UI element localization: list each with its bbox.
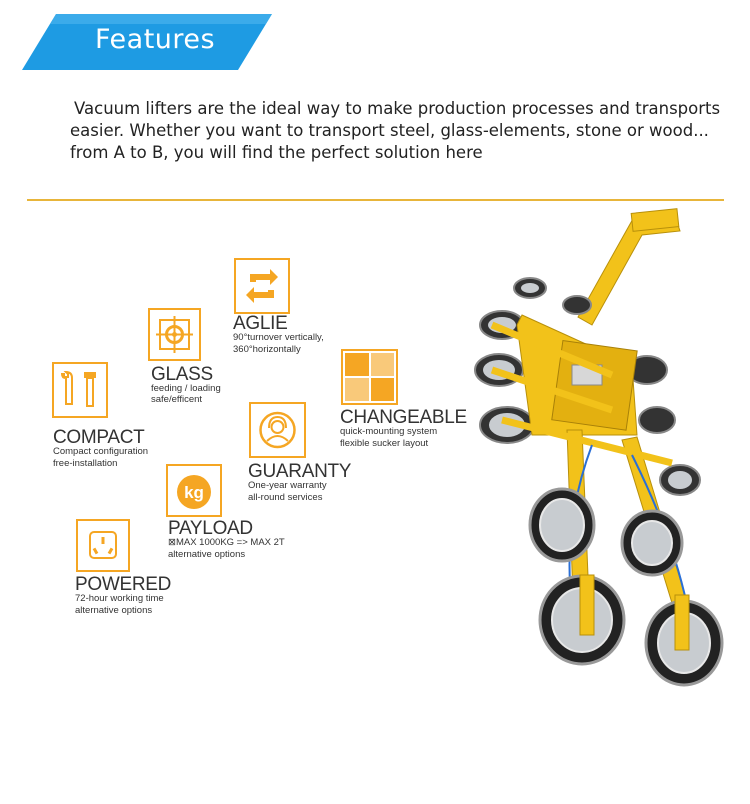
feature-title-compact: COMPACT: [53, 427, 145, 448]
power-socket-icon: [76, 519, 130, 572]
feature-desc-changeable-1: quick-mounting system: [340, 426, 438, 437]
feature-desc-compact-2: free-installation: [53, 458, 118, 469]
features-banner: [22, 14, 272, 70]
feature-title-payload: PAYLOAD: [168, 518, 253, 539]
feature-title-glass: GLASS: [151, 364, 213, 385]
feature-desc-glass-2: safe/efficent: [151, 394, 203, 405]
feature-desc-changeable-2: flexible sucker layout: [340, 438, 429, 449]
feature-title-changeable: CHANGEABLE: [340, 407, 467, 428]
kg-icon-text: kg: [184, 483, 204, 502]
feature-desc-compact-1: Compact configuration: [53, 446, 149, 457]
feature-desc-powered-2: alternative options: [75, 605, 153, 616]
vacuum-lifter-image: [462, 205, 747, 695]
intro-line-2: easier. Whether you want to transport steel, glass-elements, stone or wood...: [70, 121, 709, 140]
feature-desc-payload-2: alternative options: [168, 549, 246, 560]
feature-desc-glass-1: feeding / loading: [151, 383, 221, 394]
feature-title-powered: POWERED: [75, 574, 172, 595]
intro-text: [70, 98, 740, 164]
page-title: Features: [95, 24, 216, 55]
feature-desc-aglie-2: 360°horizontally: [233, 344, 301, 355]
feature-desc-aglie-1: 90°turnover vertically,: [233, 332, 324, 343]
feature-desc-powered-1: 72-hour working time: [75, 593, 164, 604]
feature-title-guaranty: GUARANTY: [248, 461, 352, 482]
target-icon: [148, 308, 201, 361]
feature-desc-guaranty-1: One-year warranty: [248, 480, 327, 491]
intro-line-3: from A to B, you will find the perfect solution here: [70, 143, 483, 162]
feature-desc-guaranty-2: all-round services: [248, 492, 323, 503]
feature-title-aglie: AGLIE: [233, 313, 288, 334]
rotate-arrows-icon: [234, 258, 290, 314]
section-divider: [27, 199, 724, 201]
intro-line-1: Vacuum lifters are the ideal way to make production processes and transports: [74, 99, 721, 118]
feature-desc-payload-1: ⊠MAX 1000KG => MAX 2T: [168, 537, 285, 548]
support-agent-icon: [249, 402, 306, 458]
tools-icon: [52, 362, 108, 418]
kg-weight-icon: [166, 464, 222, 517]
grid-blocks-icon: [341, 349, 398, 405]
